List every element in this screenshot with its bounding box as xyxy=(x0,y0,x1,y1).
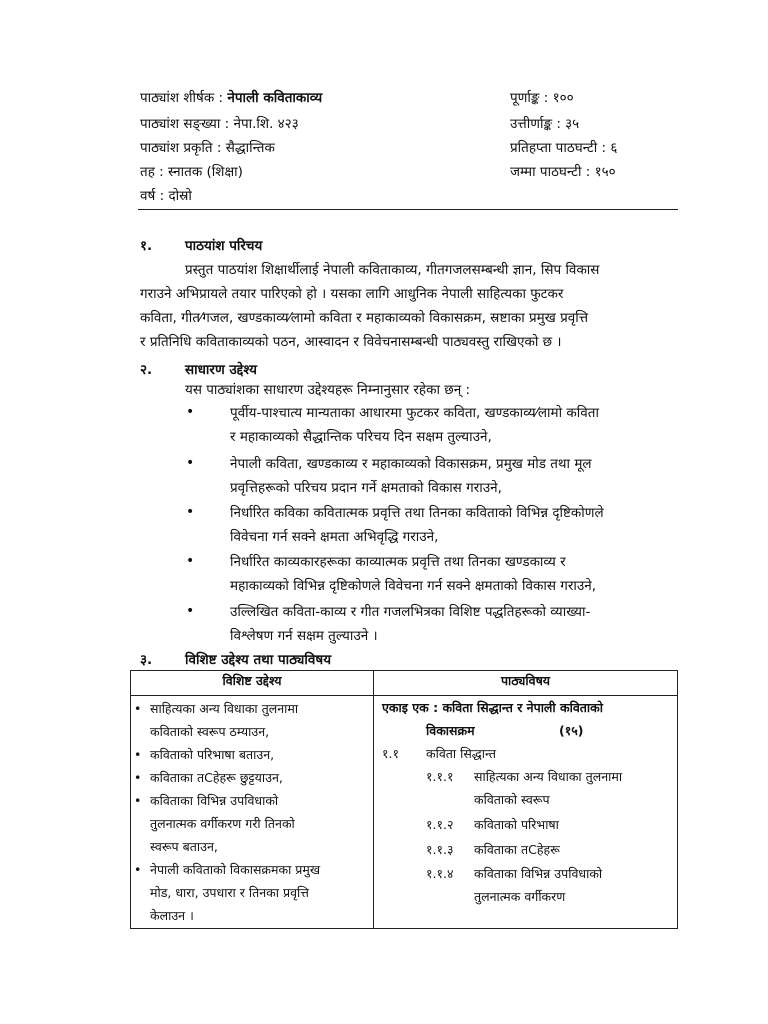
course-nature: पाठ्यांश प्रकृति : सैद्धान्तिक xyxy=(140,140,275,156)
meta-row-title xyxy=(140,88,680,110)
list-item-line: कविताको स्वरूप ठम्याउन, xyxy=(150,724,270,739)
bullet-line: उल्लिखित कविता-काव्य र गीत गजलभित्रका विशिष्ट पद्धतिहरूको व्याख्या- xyxy=(230,604,591,620)
item-text: कविताका तCहेहरू xyxy=(474,842,560,857)
bullet-dot: • xyxy=(134,701,142,716)
item-number: १.१.४ xyxy=(426,866,454,881)
item-number: १.१.२ xyxy=(426,817,454,832)
section1-line: गराउने अभिप्रायले तयार पारिएको हो । यसका लागि आधुनिक नेपाली साहित्यका फुटकर xyxy=(140,286,564,302)
list-item-line: केलाउन । xyxy=(150,908,194,923)
bullet-dot: • xyxy=(186,455,195,471)
item-text: कविताको परिभाषा xyxy=(474,817,559,832)
unit-title-cont: विकासक्रम xyxy=(426,723,475,738)
list-item xyxy=(132,766,372,789)
section1-line: र प्रतिनिधि कविताकाव्यको पठन, आस्वादन र विवेचनासम्बन्धी पाठ्यवस्तु राखिएको छ । xyxy=(140,334,562,350)
section2-bullet xyxy=(230,452,675,500)
section1-line: प्रस्तुत पाठयांश शिक्षार्थीलाई नेपाली कविताकाव्य, गीतगजलसम्बन्धी ज्ञान, सिप विकास xyxy=(185,262,600,278)
objectives-list xyxy=(132,697,372,927)
list-item-line: कविताका विभिन्न उपविधाको xyxy=(150,793,279,808)
list-item-line: मोड, धारा, उपधारा र तिनका प्रवृत्ति xyxy=(150,885,309,900)
section2-lead: यस पाठ्यांशका साधारण उद्देश्यहरू निम्नानुसार रहेका छन् : xyxy=(185,382,471,398)
item-text: कविताको स्वरूप xyxy=(474,792,550,807)
unit-hours: (१५) xyxy=(559,723,584,738)
section1-line: कविता, गीत⁄गजल, खण्डकाव्य⁄लामो कविता र महाकाव्यको विकासक्रम, स्रष्टाका प्रमुख प्रवृत्ति xyxy=(140,310,589,326)
list-item-line: साहित्यका अन्य विधाका तुलनामा xyxy=(150,701,299,716)
bullet-line: निर्धारित कविका कवितात्मक प्रवृत्ति तथा तिनका कविताको विभिन्न दृष्टिकोणले xyxy=(230,505,604,521)
subunit-number: १.१ xyxy=(382,746,399,761)
bullet-line: र महाकाव्यको सैद्धान्तिक परिचय दिन सक्षम तुल्याउने, xyxy=(230,429,492,445)
course-title xyxy=(140,88,322,106)
list-item-line: तुलनात्मक वर्गीकरण गरी तिनको xyxy=(150,816,295,831)
item-text: कविताका विभिन्न उपविधाको xyxy=(474,866,603,881)
objectives-column-header: विशिष्ट उद्देश्य xyxy=(131,671,374,696)
weekly-hours: प्रतिहप्ता पाठघन्टी : ६ xyxy=(510,140,618,156)
table-row xyxy=(131,696,678,929)
unit-title: एकाइ एक : कविता सिद्धान्त र नेपाली कविताको xyxy=(382,700,603,715)
objectives-content-table xyxy=(130,670,678,929)
list-item xyxy=(132,697,372,743)
section1-number: १. xyxy=(140,238,153,254)
course-code: पाठ्यांश सङ्ख्या : नेपा.शि. ४२३ xyxy=(140,116,299,132)
section3-number: ३. xyxy=(140,652,153,668)
section2-bullet xyxy=(230,600,675,648)
list-item xyxy=(132,858,372,927)
item-text: साहित्यका अन्य विधाका तुलनामा xyxy=(474,769,623,784)
meta-row-level xyxy=(140,162,680,184)
list-item-line: स्वरूप बताउन, xyxy=(150,839,218,854)
subunit-title: कविता सिद्धान्त xyxy=(426,746,497,761)
course-title-value: नेपाली कविताकाव्य xyxy=(227,90,323,106)
meta-row-year xyxy=(140,186,680,208)
item-number: १.१.१ xyxy=(426,769,454,784)
section2-number: २. xyxy=(140,362,153,378)
bullet-line: विश्लेषण गर्न सक्षम तुल्याउने । xyxy=(230,628,378,644)
full-marks: पूर्णाङ्क : १०० xyxy=(510,90,574,106)
list-item xyxy=(132,743,372,766)
bullet-line: प्रवृत्तिहरूको परिचय प्रदान गर्ने क्षमताको विकास गराउने, xyxy=(230,480,502,496)
header-divider xyxy=(138,209,678,210)
section2-bullet xyxy=(230,501,675,549)
section2-bullet xyxy=(230,550,675,598)
content-cell xyxy=(374,696,678,929)
bullet-line: पूर्वीय-पाश्चात्य मान्यताका आधारमा फुटकर कविता, खण्डकाव्य⁄लामो कविता xyxy=(230,405,599,421)
section3-title: विशिष्ट उद्देश्य तथा पाठ्यविषय xyxy=(185,652,332,668)
total-hours: जम्मा पाठघन्टी : १५० xyxy=(510,164,616,180)
bullet-dot: • xyxy=(186,553,195,569)
item-number: १.१.३ xyxy=(426,842,454,857)
bullet-line: निर्धारित काव्यकारहरूका काव्यात्मक प्रवृत्ति तथा तिनका खण्डकाव्य र xyxy=(230,554,566,570)
section1-paragraph xyxy=(140,258,675,354)
table-header-row xyxy=(131,671,678,696)
course-level: तह : स्नातक (शिक्षा) xyxy=(140,164,243,180)
bullet-line: नेपाली कविता, खण्डकाव्य र महाकाव्यको विकासक्रम, प्रमुख मोड तथा मूल xyxy=(230,456,592,472)
bullet-dot: • xyxy=(134,770,142,785)
bullet-dot: • xyxy=(134,862,142,877)
section2-title: साधारण उद्देश्य xyxy=(185,362,257,378)
meta-row-nature xyxy=(140,138,680,160)
bullet-dot: • xyxy=(186,603,195,619)
course-year: वर्ष : दोस्रो xyxy=(140,188,192,204)
objectives-cell xyxy=(131,696,374,929)
meta-row-code xyxy=(140,114,680,136)
list-item xyxy=(132,789,372,858)
bullet-line: विवेचना गर्न सक्ने क्षमता अभिवृद्धि गराउने, xyxy=(230,529,439,545)
section1-title: पाठयांश परिचय xyxy=(185,238,263,254)
list-item-line: कविताका तCहेहरू छुट्टयाउन, xyxy=(150,770,283,785)
bullet-line: महाकाव्यको विभिन्न दृष्टिकोणले विवेचना गर्न सक्ने क्षमताको विकास गराउने, xyxy=(230,578,597,594)
bullet-dot: • xyxy=(134,793,142,808)
section2-bullet xyxy=(230,401,675,449)
bullet-dot: • xyxy=(134,747,142,762)
list-item-line: कविताको परिभाषा बताउन, xyxy=(150,747,275,762)
list-item-line: नेपाली कविताको विकासक्रमका प्रमुख xyxy=(150,862,321,877)
bullet-dot: • xyxy=(186,504,195,520)
pass-marks: उत्तीर्णाङ्क : ३५ xyxy=(510,116,580,132)
bullet-dot: • xyxy=(186,404,195,420)
course-title-label: पाठ्यांश शीर्षक : xyxy=(140,90,224,106)
content-column-header: पाठ्यविषय xyxy=(374,671,678,696)
item-text: तुलनात्मक वर्गीकरण xyxy=(474,889,566,904)
